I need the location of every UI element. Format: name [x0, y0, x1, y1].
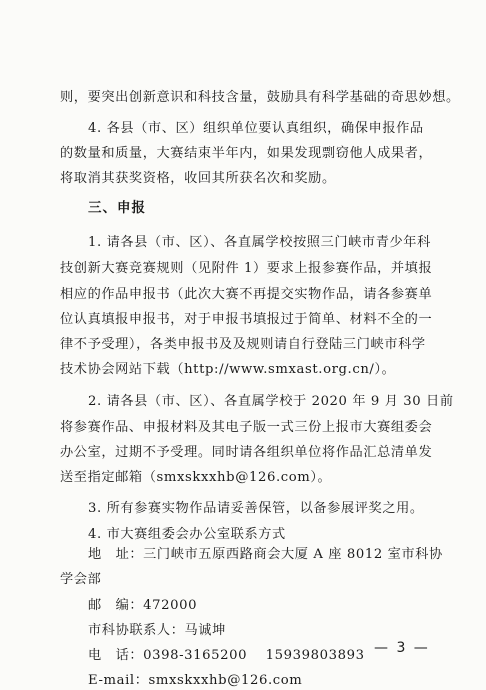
text-line: 相应的作品申报书（此次大赛不再提交实物作品，请各参赛单 — [60, 287, 433, 302]
text-line: 技创新大赛竞赛规则（见附件 1）要求上报参赛作品，并填报 — [60, 261, 433, 276]
text-line: 4. 各县（市、区）组织单位要认真组织，确保申报作品 — [88, 121, 424, 136]
text-line: 位认真填报申报书，对于申报书填报过于简单、材料不全的一 — [60, 312, 433, 327]
text-line: 4. 市大赛组委会办公室联系方式 — [88, 527, 286, 542]
text-line: 将取消其获奖资格，收回其所获名次和奖励。 — [60, 171, 336, 186]
text-line: 办公室，过期不予受理。同时请各组织单位将作品汇总清单发 — [60, 445, 433, 460]
text-line: 送至指定邮箱（smxskxxhb@126.com）。 — [60, 470, 332, 485]
contact-person: 市科协联系人：马诚坤 — [88, 623, 226, 638]
contact-address: 地 址：三门峡市五原西路商会大厦 A 座 8012 室市科协 — [88, 547, 443, 562]
page-number: — 3 — — [374, 640, 430, 656]
contact-address-cont: 学会部 — [60, 572, 102, 587]
text-line: 律不予受理），各类申报书及及规则请自行登陆三门峡市科学 — [60, 337, 426, 352]
contact-email: E-mail：smxskxxhb@126.com — [88, 673, 303, 688]
text-line: 的数量和质量，大赛结束半年内，如果发现剽窃他人成果者， — [60, 146, 433, 161]
section-heading: 三、申报 — [88, 200, 146, 216]
contact-phone: 电 话：0398-3165200 15939803893 — [88, 648, 365, 663]
text-line: 则，要突出创新意识和科技含量，鼓励具有科学基础的奇思妙想。 — [60, 90, 460, 105]
text-line: 技术协会网站下载（http://www.smxast.org.cn/）。 — [60, 362, 396, 377]
text-line: 2. 请各县（市、区）、各直属学校于 2020 年 9 月 30 日前 — [88, 394, 454, 409]
text-line: 将参赛作品、申报材料及其电子版一式三份上报市大赛组委会 — [60, 420, 433, 435]
text-line: 3. 所有参赛实物作品请妥善保管，以备参展评奖之用。 — [88, 501, 424, 516]
contact-postcode: 邮 编：472000 — [88, 598, 198, 613]
text-line: 1. 请各县（市、区）、各直属学校按照三门峡市青少年科 — [88, 235, 431, 250]
